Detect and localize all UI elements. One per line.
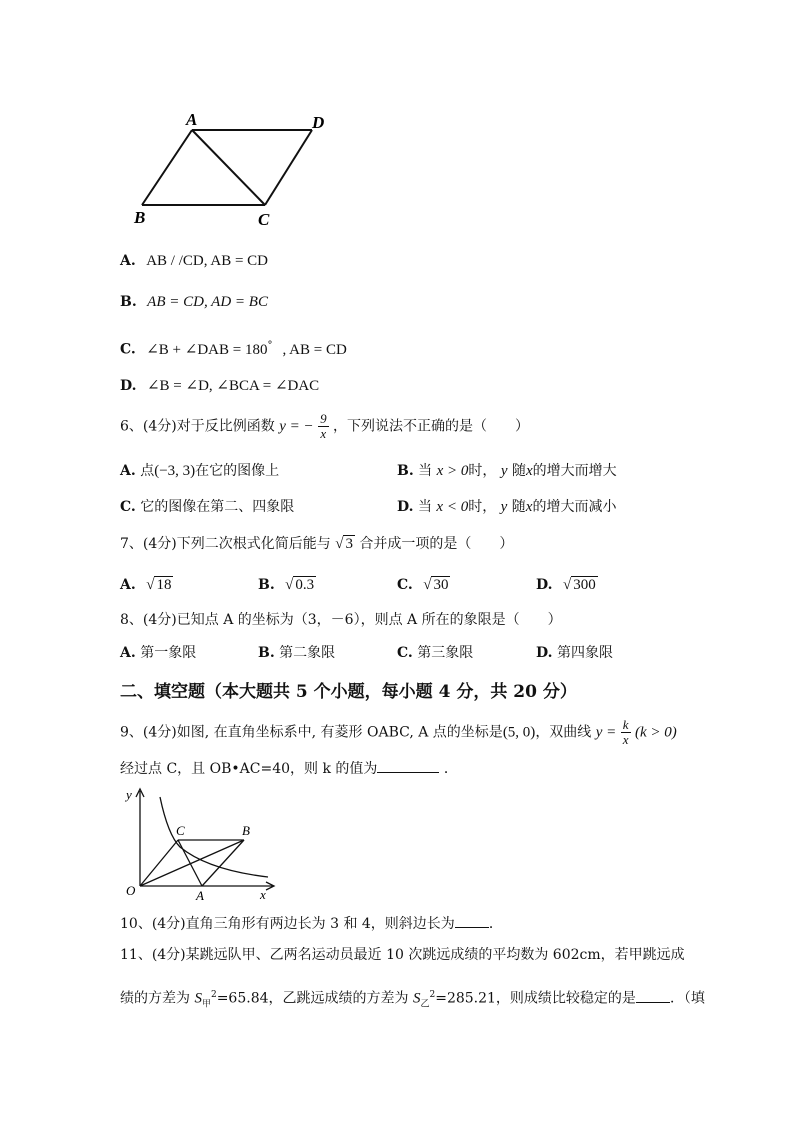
- q9-numerator: k: [622, 717, 629, 732]
- q6-option-a[interactable]: [120, 461, 279, 481]
- q5-option-d[interactable]: [120, 376, 319, 396]
- sqrt-3: √ 3: [335, 536, 353, 552]
- option-letter: C.: [397, 577, 413, 593]
- q11-text: =65.84，乙跳远成绩的方差为: [216, 990, 409, 1007]
- option-text: ∠B + ∠DAB = 180: [146, 341, 268, 358]
- q9-stem-line2: [120, 759, 458, 779]
- option-letter: A.: [120, 463, 136, 479]
- degree-mark: °: [267, 340, 273, 351]
- radicand: 30: [433, 577, 449, 593]
- q6-stem: [120, 412, 529, 441]
- q7-option-a[interactable]: [120, 575, 173, 595]
- option-letter: A.: [120, 645, 136, 661]
- option-text: 随: [511, 463, 526, 479]
- q9-text: ，双曲线: [535, 724, 592, 741]
- condition: x > 0: [436, 463, 469, 479]
- parallelogram-figure: [130, 110, 340, 230]
- answer-blank[interactable]: [377, 772, 439, 773]
- label-a: A: [196, 888, 204, 903]
- radicand: 3: [345, 536, 353, 552]
- section-title: 二、填空题（本大题共 5 个小题，每小题 4 分，共 20 分）: [120, 682, 577, 702]
- sqrt: √ 30: [423, 577, 449, 593]
- q8-option-d[interactable]: [536, 643, 613, 663]
- q10-text: 10、(4分)直角三角形有两边长为 3 和 4，则斜边长为: [120, 916, 455, 932]
- q6-option-b[interactable]: [397, 461, 617, 481]
- subscript-yi: 乙: [420, 999, 430, 1010]
- option-text: 第三象限: [417, 645, 474, 661]
- option-text-tail: , AB = CD: [282, 341, 347, 358]
- q9-end: ．: [443, 761, 458, 777]
- option-letter: B.: [258, 577, 275, 593]
- option-text: 随: [511, 499, 526, 515]
- q10-stem: [120, 914, 503, 934]
- q7-option-d[interactable]: [536, 575, 598, 595]
- var-x: x: [525, 499, 533, 515]
- option-text: AB = CD, AD = BC: [147, 294, 268, 310]
- variance-symbol: S: [412, 990, 421, 1007]
- q6-numerator: 9: [320, 411, 327, 426]
- label-x: x: [260, 887, 266, 902]
- q5-option-a[interactable]: [120, 251, 268, 271]
- diagonal-ob: [140, 840, 244, 886]
- answer-blank[interactable]: [455, 927, 489, 928]
- q11-stem-line2: [120, 985, 705, 1014]
- option-text: ∠B = ∠D, ∠BCA = ∠DAC: [146, 378, 320, 394]
- q11-text: 绩的方差为: [120, 990, 190, 1007]
- q8-option-b[interactable]: [258, 643, 335, 663]
- q6-suffix: ，下列说法不正确的是（ ）: [333, 418, 530, 435]
- q6-fraction: [318, 412, 329, 441]
- option-letter: D.: [536, 577, 553, 593]
- label-o: O: [126, 883, 136, 898]
- option-text: 时，: [468, 499, 497, 515]
- option-letter: B.: [258, 645, 275, 661]
- label-c: C: [258, 210, 270, 229]
- q9-coord: (5, 0): [502, 724, 536, 741]
- option-text: 第四象限: [556, 645, 613, 661]
- q9-func-lhs: y =: [595, 724, 617, 741]
- q7-prefix: 7、(4分)下列二次根式化简后能与: [120, 536, 331, 552]
- q9-condition: (k > 0): [634, 724, 677, 741]
- option-letter: A.: [120, 253, 136, 269]
- option-text: AB / /CD, AB = CD: [146, 253, 269, 269]
- option-text: 当: [417, 499, 432, 515]
- q11-end: ．（填: [669, 990, 705, 1007]
- var-y: y: [500, 463, 508, 479]
- condition: x < 0: [436, 499, 469, 515]
- option-letter: B.: [397, 463, 414, 479]
- superscript-2: 2: [210, 990, 217, 1000]
- q6-option-d[interactable]: [397, 497, 616, 517]
- edge-cd: [265, 130, 312, 205]
- q7-option-b[interactable]: [258, 575, 316, 595]
- option-text: 的增大而减小: [532, 499, 617, 515]
- option-letter: D.: [397, 499, 414, 515]
- var-y: y: [500, 499, 508, 515]
- option-letter: D.: [536, 645, 553, 661]
- rhombus-figure: [118, 785, 288, 905]
- option-text: 当: [418, 463, 433, 479]
- edge-oc: [140, 840, 178, 886]
- q6-func-lhs: y = −: [279, 418, 314, 435]
- option-letter: B.: [120, 294, 137, 310]
- q8-option-a[interactable]: [120, 643, 196, 663]
- q7-suffix: 合并成一项的是（ ）: [359, 536, 514, 552]
- option-letter: C.: [120, 499, 136, 515]
- q10-end: ．: [488, 916, 503, 932]
- q9-text: 9、(4分)如图, 在直角坐标系中, 有菱形 OABC, A 点的坐标是: [120, 724, 503, 741]
- diagonal-ca: [178, 840, 202, 886]
- option-text: 的增大而增大: [532, 463, 617, 479]
- edge-ab: [142, 130, 192, 205]
- option-letter: D.: [120, 378, 137, 394]
- q11-stem-line1: 11、(4分)某跳远队甲、乙两名运动员最近 10 次跳远成绩的平均数为 602cm，若甲跳远成: [120, 947, 685, 963]
- q8-stem: 8、(4分)已知点 A 的坐标为（3，－6），则点 A 所在的象限是（ ）: [120, 612, 562, 628]
- option-text: 它的图像在第二、四象限: [140, 499, 295, 515]
- sqrt: √ 0.3: [285, 577, 315, 593]
- radicand: 18: [156, 577, 172, 593]
- q9-stem-line1: [120, 718, 677, 747]
- sqrt: √ 300: [562, 577, 596, 593]
- label-a: A: [186, 110, 198, 129]
- label-b: B: [134, 208, 146, 227]
- variance-symbol: S: [194, 990, 202, 1007]
- option-text: 第二象限: [279, 645, 336, 661]
- sqrt: √ 18: [146, 577, 172, 593]
- q9-denominator: x: [622, 732, 629, 747]
- var-x: x: [525, 463, 533, 479]
- q6-option-c[interactable]: [120, 497, 294, 517]
- superscript-2: 2: [429, 990, 436, 1000]
- option-text: 点: [140, 463, 155, 479]
- option-letter: C.: [120, 341, 136, 358]
- diagonal-ac: [192, 130, 265, 205]
- q9-text: 经过点 C，且 OB•AC=40，则 k 的值为: [120, 761, 378, 777]
- label-y: y: [126, 787, 132, 802]
- q11-text: =285.21，则成绩比较稳定的是: [435, 990, 636, 1007]
- q5-option-c[interactable]: [120, 336, 347, 360]
- q6-prefix: 6、(4分)对于反比例函数: [120, 418, 275, 435]
- option-text: 时，: [468, 463, 497, 479]
- radicand: 300: [573, 577, 596, 593]
- answer-blank[interactable]: [636, 1002, 670, 1003]
- q7-stem: [120, 534, 513, 554]
- label-c: C: [176, 823, 185, 838]
- radicand: 0.3: [295, 577, 315, 593]
- subscript-jia: 甲: [201, 999, 211, 1010]
- q9-fraction: [621, 718, 631, 747]
- q5-option-b[interactable]: [120, 292, 268, 312]
- q8-option-c[interactable]: [397, 643, 473, 663]
- q6-denominator: x: [320, 426, 327, 441]
- option-text: 在它的图像上: [195, 463, 280, 479]
- label-b: B: [242, 823, 250, 838]
- q7-option-c[interactable]: [397, 575, 450, 595]
- option-letter: C.: [397, 645, 413, 661]
- label-d: D: [312, 113, 325, 132]
- option-text: 第一象限: [140, 645, 197, 661]
- point-coord: (−3, 3): [154, 463, 196, 479]
- option-letter: A.: [120, 577, 136, 593]
